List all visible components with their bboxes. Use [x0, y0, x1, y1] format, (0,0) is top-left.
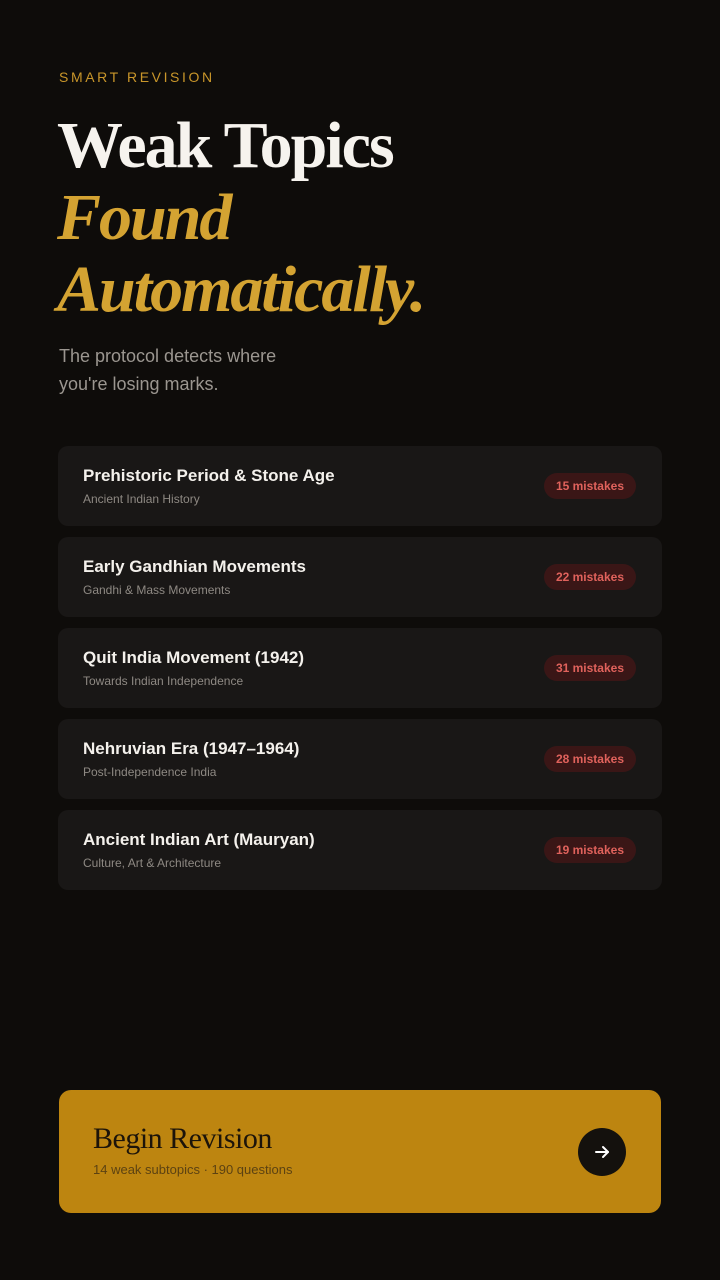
topic-title: Nehruvian Era (1947–1964) [83, 739, 300, 758]
mistakes-badge: 19 mistakes [544, 837, 636, 863]
headline-line-2: Found [57, 181, 231, 254]
cta-title: Begin Revision [93, 1122, 272, 1155]
topic-subtitle: Gandhi & Mass Movements [83, 583, 231, 597]
mistakes-badge: 31 mistakes [544, 655, 636, 681]
topic-title: Early Gandhian Movements [83, 557, 306, 576]
mistakes-badge: 15 mistakes [544, 473, 636, 499]
topic-subtitle: Towards Indian Independence [83, 674, 244, 688]
arrow-right-icon[interactable] [578, 1128, 626, 1176]
mistakes-badge: 28 mistakes [544, 746, 636, 772]
mistakes-badge: 22 mistakes [544, 564, 636, 590]
topic-subtitle: Post-Independence India [83, 765, 217, 779]
topic-title: Prehistoric Period & Stone Age [83, 466, 335, 485]
topic-title: Quit India Movement (1942) [83, 648, 305, 667]
eyebrow-label: SMART REVISION [59, 69, 215, 85]
topic-title: Ancient Indian Art (Mauryan) [83, 830, 315, 849]
topic-card[interactable] [58, 537, 662, 617]
begin-revision-button[interactable] [59, 1090, 661, 1213]
topic-subtitle: Culture, Art & Architecture [83, 856, 222, 870]
topic-card[interactable] [58, 719, 662, 799]
headline-line-1: Weak Topics [57, 109, 393, 182]
topic-card[interactable] [58, 628, 662, 708]
headline-line-3: Automatically. [57, 253, 425, 326]
cta-subtitle: 14 weak subtopics · 190 questions [93, 1162, 293, 1177]
topic-card[interactable] [58, 810, 662, 890]
page-title [57, 110, 424, 326]
weak-topics-list [58, 446, 662, 901]
page-subtitle: The protocol detects where you're losing marks. [59, 346, 277, 394]
topic-subtitle: Ancient Indian History [83, 492, 200, 506]
topic-card[interactable] [58, 446, 662, 526]
